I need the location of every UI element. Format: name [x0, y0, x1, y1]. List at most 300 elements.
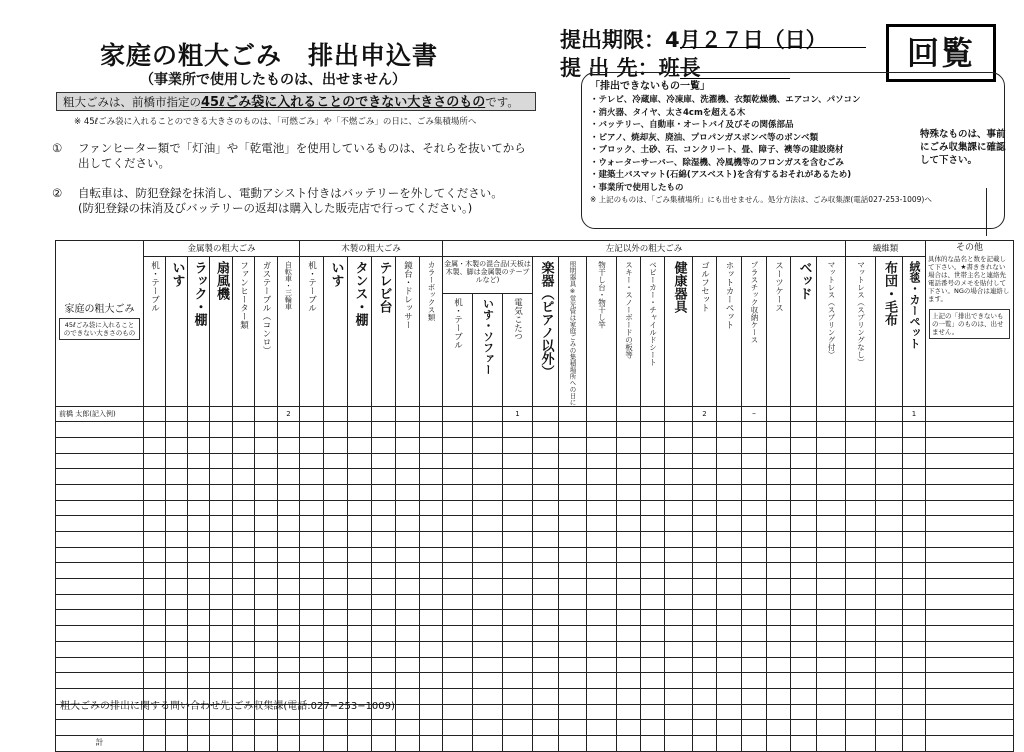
entry-cell[interactable]	[300, 563, 324, 579]
entry-cell[interactable]	[903, 673, 926, 689]
entry-cell[interactable]	[846, 610, 876, 626]
entry-cell[interactable]	[559, 641, 587, 657]
entry-cell[interactable]	[473, 516, 503, 532]
entry-cell[interactable]	[348, 641, 372, 657]
entry-cell[interactable]	[587, 626, 617, 642]
entry-cell[interactable]	[420, 704, 443, 720]
entry-cell[interactable]	[559, 516, 587, 532]
entry-cell[interactable]	[420, 422, 443, 438]
entry-cell[interactable]	[233, 673, 255, 689]
entry-cell[interactable]	[846, 437, 876, 453]
entry-cell[interactable]	[587, 437, 617, 453]
entry-cell[interactable]	[903, 579, 926, 595]
entry-cell[interactable]	[641, 547, 665, 563]
entry-cell[interactable]	[420, 469, 443, 485]
entry-cell[interactable]	[255, 673, 278, 689]
entry-cell[interactable]	[255, 437, 278, 453]
entry-cell[interactable]	[300, 469, 324, 485]
entry-cell[interactable]	[324, 422, 348, 438]
entry-cell[interactable]	[420, 594, 443, 610]
entry-cell[interactable]	[846, 500, 876, 516]
entry-cell[interactable]	[503, 626, 533, 642]
entry-cell[interactable]	[473, 610, 503, 626]
entry-cell[interactable]	[420, 657, 443, 673]
entry-cell[interactable]	[443, 469, 473, 485]
entry-cell[interactable]	[903, 484, 926, 500]
entry-cell[interactable]	[278, 563, 300, 579]
entry-cell[interactable]	[533, 437, 559, 453]
entry-cell[interactable]	[278, 500, 300, 516]
name-cell[interactable]	[56, 673, 144, 689]
entry-cell[interactable]	[300, 500, 324, 516]
total-cell[interactable]	[324, 735, 348, 751]
entry-cell[interactable]	[876, 641, 903, 657]
entry-cell[interactable]	[559, 579, 587, 595]
entry-cell[interactable]	[188, 453, 210, 469]
total-cell[interactable]	[617, 735, 641, 751]
entry-cell[interactable]	[903, 469, 926, 485]
entry-cell[interactable]	[420, 688, 443, 704]
total-cell[interactable]	[876, 735, 903, 751]
entry-cell[interactable]	[617, 610, 641, 626]
entry-cell[interactable]	[903, 610, 926, 626]
entry-cell[interactable]	[767, 641, 791, 657]
entry-cell[interactable]	[324, 453, 348, 469]
name-cell[interactable]	[56, 563, 144, 579]
entry-cell[interactable]	[817, 563, 846, 579]
entry-cell[interactable]	[144, 720, 166, 736]
entry-cell[interactable]	[144, 469, 166, 485]
entry-cell[interactable]	[717, 657, 742, 673]
entry-cell[interactable]	[443, 688, 473, 704]
entry-cell[interactable]	[717, 704, 742, 720]
entry-cell[interactable]	[926, 720, 1014, 736]
entry-cell[interactable]	[693, 673, 717, 689]
entry-cell[interactable]	[665, 437, 693, 453]
entry-cell[interactable]	[348, 720, 372, 736]
entry-cell[interactable]	[503, 437, 533, 453]
entry-cell[interactable]	[300, 422, 324, 438]
entry-cell[interactable]	[188, 563, 210, 579]
entry-cell[interactable]	[396, 563, 420, 579]
entry-cell[interactable]	[926, 484, 1014, 500]
entry-cell[interactable]	[665, 547, 693, 563]
entry-cell[interactable]	[188, 437, 210, 453]
entry-cell[interactable]	[791, 453, 817, 469]
entry-cell[interactable]	[641, 422, 665, 438]
entry-cell[interactable]	[503, 563, 533, 579]
entry-cell[interactable]	[817, 657, 846, 673]
entry-cell[interactable]	[742, 688, 767, 704]
entry-cell[interactable]	[300, 453, 324, 469]
entry-cell[interactable]	[233, 641, 255, 657]
entry-cell[interactable]	[255, 484, 278, 500]
entry-cell[interactable]	[817, 484, 846, 500]
name-cell[interactable]	[56, 500, 144, 516]
entry-cell[interactable]	[396, 422, 420, 438]
entry-cell[interactable]	[876, 563, 903, 579]
entry-cell[interactable]	[903, 688, 926, 704]
entry-cell[interactable]	[791, 673, 817, 689]
entry-cell[interactable]	[846, 579, 876, 595]
entry-cell[interactable]	[166, 500, 188, 516]
entry-cell[interactable]	[742, 437, 767, 453]
entry-cell[interactable]	[641, 516, 665, 532]
entry-cell[interactable]	[188, 516, 210, 532]
entry-cell[interactable]	[717, 500, 742, 516]
entry-cell[interactable]	[926, 704, 1014, 720]
entry-cell[interactable]	[255, 422, 278, 438]
entry-cell[interactable]	[166, 469, 188, 485]
entry-cell[interactable]	[255, 516, 278, 532]
entry-cell[interactable]	[144, 422, 166, 438]
entry-cell[interactable]	[903, 594, 926, 610]
entry-cell[interactable]	[717, 610, 742, 626]
entry-cell[interactable]	[767, 688, 791, 704]
entry-cell[interactable]	[617, 673, 641, 689]
entry-cell[interactable]	[396, 673, 420, 689]
entry-cell[interactable]	[255, 641, 278, 657]
entry-cell[interactable]	[188, 673, 210, 689]
entry-cell[interactable]	[876, 704, 903, 720]
entry-cell[interactable]	[396, 688, 420, 704]
total-cell[interactable]	[396, 735, 420, 751]
entry-cell[interactable]	[717, 641, 742, 657]
entry-cell[interactable]	[166, 673, 188, 689]
entry-cell[interactable]	[717, 453, 742, 469]
entry-cell[interactable]	[767, 594, 791, 610]
total-cell[interactable]	[767, 735, 791, 751]
entry-cell[interactable]	[300, 626, 324, 642]
entry-cell[interactable]	[420, 720, 443, 736]
entry-cell[interactable]	[503, 704, 533, 720]
entry-cell[interactable]	[641, 579, 665, 595]
entry-cell[interactable]	[348, 422, 372, 438]
entry-cell[interactable]	[926, 453, 1014, 469]
entry-cell[interactable]	[533, 547, 559, 563]
entry-cell[interactable]	[473, 422, 503, 438]
name-cell[interactable]	[56, 610, 144, 626]
entry-cell[interactable]	[233, 547, 255, 563]
entry-cell[interactable]	[420, 453, 443, 469]
entry-cell[interactable]	[372, 641, 396, 657]
entry-cell[interactable]	[767, 469, 791, 485]
entry-cell[interactable]	[767, 657, 791, 673]
entry-cell[interactable]	[396, 579, 420, 595]
entry-cell[interactable]	[641, 610, 665, 626]
entry-cell[interactable]	[533, 673, 559, 689]
entry-cell[interactable]	[300, 437, 324, 453]
entry-cell[interactable]	[641, 641, 665, 657]
entry-cell[interactable]	[396, 704, 420, 720]
entry-cell[interactable]	[717, 673, 742, 689]
entry-cell[interactable]	[742, 547, 767, 563]
entry-cell[interactable]	[278, 547, 300, 563]
entry-cell[interactable]	[503, 516, 533, 532]
entry-cell[interactable]	[300, 547, 324, 563]
entry-cell[interactable]	[617, 532, 641, 548]
entry-cell[interactable]	[717, 594, 742, 610]
entry-cell[interactable]	[233, 657, 255, 673]
entry-cell[interactable]	[791, 532, 817, 548]
entry-cell[interactable]	[817, 532, 846, 548]
entry-cell[interactable]	[324, 516, 348, 532]
entry-cell[interactable]	[396, 547, 420, 563]
entry-cell[interactable]	[791, 516, 817, 532]
entry-cell[interactable]	[473, 720, 503, 736]
entry-cell[interactable]	[641, 469, 665, 485]
entry-cell[interactable]	[144, 532, 166, 548]
entry-cell[interactable]	[188, 720, 210, 736]
entry-cell[interactable]	[693, 500, 717, 516]
entry-cell[interactable]	[166, 484, 188, 500]
entry-cell[interactable]	[420, 673, 443, 689]
total-cell[interactable]	[210, 735, 233, 751]
entry-cell[interactable]	[210, 422, 233, 438]
entry-cell[interactable]	[473, 532, 503, 548]
entry-cell[interactable]	[278, 484, 300, 500]
entry-cell[interactable]	[876, 469, 903, 485]
entry-cell[interactable]	[926, 641, 1014, 657]
entry-cell[interactable]	[396, 500, 420, 516]
entry-cell[interactable]	[533, 641, 559, 657]
entry-cell[interactable]	[742, 422, 767, 438]
entry-cell[interactable]	[348, 469, 372, 485]
entry-cell[interactable]	[300, 657, 324, 673]
entry-cell[interactable]	[876, 484, 903, 500]
entry-cell[interactable]	[533, 594, 559, 610]
entry-cell[interactable]	[188, 469, 210, 485]
entry-cell[interactable]	[166, 422, 188, 438]
entry-cell[interactable]	[791, 641, 817, 657]
entry-cell[interactable]	[876, 516, 903, 532]
entry-cell[interactable]	[665, 484, 693, 500]
entry-cell[interactable]	[144, 563, 166, 579]
entry-cell[interactable]	[926, 469, 1014, 485]
entry-cell[interactable]	[420, 579, 443, 595]
entry-cell[interactable]	[396, 626, 420, 642]
entry-cell[interactable]	[559, 720, 587, 736]
entry-cell[interactable]	[372, 453, 396, 469]
entry-cell[interactable]	[144, 547, 166, 563]
entry-cell[interactable]	[372, 579, 396, 595]
entry-cell[interactable]	[926, 547, 1014, 563]
entry-cell[interactable]	[473, 406, 503, 422]
entry-cell[interactable]	[278, 610, 300, 626]
entry-cell[interactable]	[742, 657, 767, 673]
entry-cell[interactable]	[166, 610, 188, 626]
entry-cell[interactable]	[300, 532, 324, 548]
entry-cell[interactable]	[278, 422, 300, 438]
entry-cell[interactable]	[767, 579, 791, 595]
total-cell[interactable]	[926, 735, 1014, 751]
entry-cell[interactable]	[641, 563, 665, 579]
entry-cell[interactable]	[324, 610, 348, 626]
entry-cell[interactable]	[210, 579, 233, 595]
entry-cell[interactable]	[278, 594, 300, 610]
entry-cell[interactable]	[144, 437, 166, 453]
entry-cell[interactable]	[300, 594, 324, 610]
entry-cell[interactable]	[372, 469, 396, 485]
entry-cell[interactable]	[443, 720, 473, 736]
entry-cell[interactable]	[233, 626, 255, 642]
entry-cell[interactable]	[559, 422, 587, 438]
total-cell[interactable]	[473, 735, 503, 751]
entry-cell[interactable]	[348, 547, 372, 563]
entry-cell[interactable]	[876, 532, 903, 548]
entry-cell[interactable]	[324, 673, 348, 689]
entry-cell[interactable]	[188, 579, 210, 595]
entry-cell[interactable]	[617, 579, 641, 595]
entry-cell[interactable]	[324, 500, 348, 516]
entry-cell[interactable]	[559, 626, 587, 642]
entry-cell[interactable]	[210, 594, 233, 610]
entry-cell[interactable]	[324, 563, 348, 579]
entry-cell[interactable]	[233, 437, 255, 453]
entry-cell[interactable]	[533, 704, 559, 720]
entry-cell[interactable]	[278, 720, 300, 736]
total-cell[interactable]	[693, 735, 717, 751]
entry-cell[interactable]	[641, 406, 665, 422]
entry-cell[interactable]	[166, 579, 188, 595]
entry-cell[interactable]	[641, 688, 665, 704]
entry-cell[interactable]	[817, 594, 846, 610]
entry-cell[interactable]	[926, 673, 1014, 689]
entry-cell[interactable]	[817, 720, 846, 736]
entry-cell[interactable]: 2	[693, 406, 717, 422]
entry-cell[interactable]	[210, 641, 233, 657]
entry-cell[interactable]	[559, 469, 587, 485]
entry-cell[interactable]	[665, 469, 693, 485]
entry-cell[interactable]	[926, 422, 1014, 438]
entry-cell[interactable]	[324, 547, 348, 563]
entry-cell[interactable]	[791, 610, 817, 626]
entry-cell[interactable]: 1	[503, 406, 533, 422]
entry-cell[interactable]	[443, 579, 473, 595]
entry-cell[interactable]	[767, 516, 791, 532]
entry-cell[interactable]	[166, 626, 188, 642]
entry-cell[interactable]	[876, 547, 903, 563]
entry-cell[interactable]	[324, 657, 348, 673]
total-cell[interactable]	[791, 735, 817, 751]
entry-cell[interactable]	[846, 406, 876, 422]
entry-cell[interactable]	[926, 563, 1014, 579]
entry-cell[interactable]	[559, 704, 587, 720]
entry-cell[interactable]	[210, 484, 233, 500]
entry-cell[interactable]	[396, 610, 420, 626]
entry-cell[interactable]	[372, 594, 396, 610]
entry-cell[interactable]	[717, 422, 742, 438]
entry-cell[interactable]	[926, 688, 1014, 704]
entry-cell[interactable]	[278, 532, 300, 548]
entry-cell[interactable]	[278, 453, 300, 469]
entry-cell[interactable]	[396, 406, 420, 422]
entry-cell[interactable]	[372, 563, 396, 579]
entry-cell[interactable]	[348, 437, 372, 453]
entry-cell[interactable]	[846, 673, 876, 689]
entry-cell[interactable]	[210, 406, 233, 422]
entry-cell[interactable]	[617, 704, 641, 720]
entry-cell[interactable]	[903, 720, 926, 736]
entry-cell[interactable]	[443, 500, 473, 516]
entry-cell[interactable]	[144, 657, 166, 673]
entry-cell[interactable]	[210, 626, 233, 642]
entry-cell[interactable]	[324, 406, 348, 422]
entry-cell[interactable]	[617, 688, 641, 704]
entry-cell[interactable]	[791, 657, 817, 673]
entry-cell[interactable]	[903, 641, 926, 657]
entry-cell[interactable]	[473, 579, 503, 595]
entry-cell[interactable]	[791, 500, 817, 516]
entry-cell[interactable]	[587, 532, 617, 548]
entry-cell[interactable]	[742, 594, 767, 610]
entry-cell[interactable]	[903, 626, 926, 642]
entry-cell[interactable]	[926, 594, 1014, 610]
entry-cell[interactable]	[503, 484, 533, 500]
entry-cell[interactable]	[372, 422, 396, 438]
entry-cell[interactable]	[846, 594, 876, 610]
entry-cell[interactable]	[443, 657, 473, 673]
entry-cell[interactable]	[846, 484, 876, 500]
entry-cell[interactable]	[210, 437, 233, 453]
entry-cell[interactable]	[559, 453, 587, 469]
entry-cell[interactable]	[255, 563, 278, 579]
entry-cell[interactable]	[817, 610, 846, 626]
entry-cell[interactable]	[587, 579, 617, 595]
entry-cell[interactable]	[533, 579, 559, 595]
entry-cell[interactable]	[166, 516, 188, 532]
entry-cell[interactable]	[210, 563, 233, 579]
entry-cell[interactable]	[665, 657, 693, 673]
entry-cell[interactable]	[587, 484, 617, 500]
total-cell[interactable]	[144, 735, 166, 751]
entry-cell[interactable]	[903, 563, 926, 579]
entry-cell[interactable]	[665, 594, 693, 610]
entry-cell[interactable]	[665, 688, 693, 704]
entry-cell[interactable]	[617, 516, 641, 532]
entry-cell[interactable]	[188, 406, 210, 422]
entry-cell[interactable]	[767, 453, 791, 469]
entry-cell[interactable]	[300, 641, 324, 657]
entry-cell[interactable]	[665, 563, 693, 579]
entry-cell[interactable]	[233, 720, 255, 736]
entry-cell[interactable]	[278, 469, 300, 485]
entry-cell[interactable]	[210, 469, 233, 485]
entry-cell[interactable]	[641, 500, 665, 516]
entry-cell[interactable]	[233, 484, 255, 500]
entry-cell[interactable]	[300, 484, 324, 500]
entry-cell[interactable]	[255, 532, 278, 548]
total-cell[interactable]	[166, 735, 188, 751]
name-cell[interactable]	[56, 594, 144, 610]
entry-cell[interactable]	[903, 516, 926, 532]
entry-cell[interactable]	[503, 610, 533, 626]
entry-cell[interactable]	[717, 563, 742, 579]
entry-cell[interactable]	[717, 532, 742, 548]
entry-cell[interactable]	[926, 626, 1014, 642]
entry-cell[interactable]	[324, 437, 348, 453]
entry-cell[interactable]	[255, 453, 278, 469]
entry-cell[interactable]	[443, 406, 473, 422]
entry-cell[interactable]	[533, 406, 559, 422]
entry-cell[interactable]	[903, 422, 926, 438]
entry-cell[interactable]	[717, 626, 742, 642]
total-cell[interactable]	[559, 735, 587, 751]
entry-cell[interactable]	[693, 532, 717, 548]
entry-cell[interactable]	[533, 516, 559, 532]
entry-cell[interactable]	[587, 406, 617, 422]
entry-cell[interactable]	[233, 594, 255, 610]
